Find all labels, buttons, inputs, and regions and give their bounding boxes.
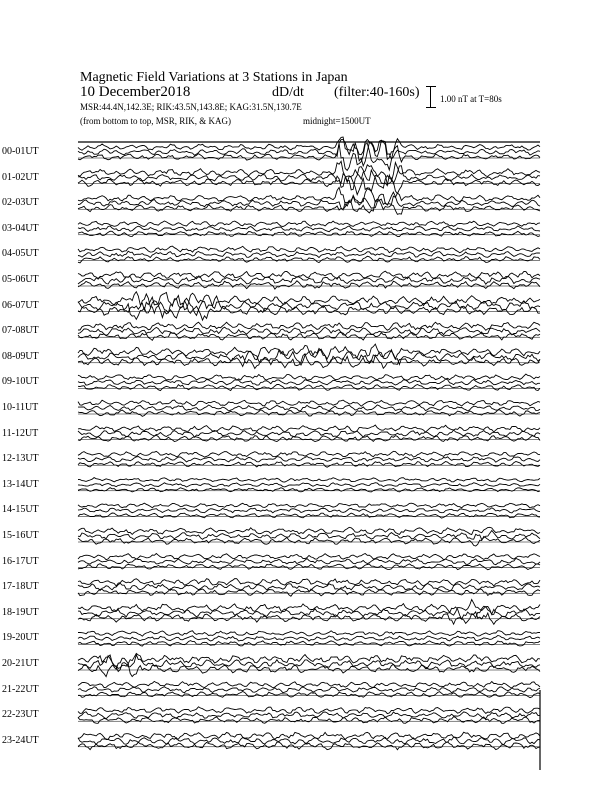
trace-rik xyxy=(78,483,540,487)
row-label: 14-15UT xyxy=(2,504,39,516)
trace-kag xyxy=(78,187,540,206)
trace-rik xyxy=(78,655,540,672)
trace-rik xyxy=(78,166,540,190)
trace-kag xyxy=(78,400,540,406)
trace-msr xyxy=(78,536,540,546)
trace-kag xyxy=(78,478,540,482)
trace-kag xyxy=(78,631,540,637)
trace-msr xyxy=(78,199,540,214)
filter-label: (filter:40-160s) xyxy=(334,85,420,100)
scale-label: 1.00 nT at T=80s xyxy=(440,94,502,104)
trace-kag xyxy=(78,503,540,508)
trace-msr xyxy=(78,564,540,570)
trace-rik xyxy=(78,508,540,513)
trace-kag xyxy=(78,600,540,616)
row-label: 07-08UT xyxy=(2,325,39,337)
chart-title: Magnetic Field Variations at 3 Stations in Japan xyxy=(80,70,348,85)
row-label: 05-06UT xyxy=(2,274,39,285)
trace-rik xyxy=(78,140,540,166)
trace-rik xyxy=(78,687,540,693)
trace-kag xyxy=(78,681,540,688)
trace-kag xyxy=(78,554,540,560)
row-label: 16-17UT xyxy=(2,555,39,567)
trace-kag xyxy=(78,451,540,457)
trace-rik xyxy=(78,583,540,591)
trace-kag xyxy=(78,732,540,739)
trace-kag xyxy=(78,425,540,432)
trace-msr xyxy=(78,256,540,263)
stations-coords: MSR:44.4N,142.3E; RIK:43.5N,143.8E; KAG:31.5N,130.7E xyxy=(80,102,302,112)
row-label: 13-14UT xyxy=(2,478,39,490)
trace-kag xyxy=(78,221,540,227)
trace-rik xyxy=(78,251,540,257)
row-label: 17-18UT xyxy=(2,581,39,593)
trace-msr xyxy=(78,281,540,289)
row-label: 22-23UT xyxy=(2,709,39,721)
row-label: 11-12UT xyxy=(2,427,39,439)
trace-msr xyxy=(78,488,540,492)
row-label: 12-13UT xyxy=(2,453,39,465)
date-label: 10 December2018 xyxy=(80,84,191,100)
row-label: 08-09UT xyxy=(2,350,39,362)
trace-rik xyxy=(78,405,540,411)
trace-msr xyxy=(78,717,540,724)
row-label: 03-04UT xyxy=(2,222,39,234)
row-label: 06-07UT xyxy=(2,299,39,311)
trace-msr xyxy=(78,742,540,750)
trace-msr xyxy=(78,692,540,698)
quantity-label: dD/dt xyxy=(272,85,304,100)
trace-kag xyxy=(78,374,540,380)
row-label: 00-01UT xyxy=(2,146,39,157)
trace-kag xyxy=(78,137,540,159)
row-label: 19-20UT xyxy=(2,632,39,644)
row-label: 20-21UT xyxy=(2,658,39,669)
row-label: 18-19UT xyxy=(2,606,39,618)
row-label: 09-10UT xyxy=(2,376,39,388)
trace-rik xyxy=(78,558,540,564)
trace-msr xyxy=(78,435,540,441)
trace-rik xyxy=(78,457,540,463)
trace-rik xyxy=(78,226,540,232)
trace-kag xyxy=(78,322,540,330)
row-label: 10-11UT xyxy=(2,402,39,413)
trace-msr xyxy=(78,589,540,596)
trace-rik xyxy=(78,430,540,437)
trace-kag xyxy=(78,527,540,534)
trace-kag xyxy=(78,246,540,253)
midnight-note: midnight=1500UT xyxy=(303,116,371,126)
trace-msr xyxy=(78,410,540,417)
row-label: 15-16UT xyxy=(2,530,39,541)
row-label: 01-02UT xyxy=(2,171,39,183)
trace-msr xyxy=(78,231,540,236)
trace-msr xyxy=(78,384,540,390)
row-label: 04-05UT xyxy=(2,248,39,260)
trace-msr xyxy=(78,461,540,467)
row-label: 23-24UT xyxy=(2,734,39,746)
trace-msr xyxy=(78,354,540,369)
row-label: 02-03UT xyxy=(2,197,39,209)
trace-msr xyxy=(78,513,540,518)
row-label: 21-22UT xyxy=(2,683,39,695)
trace-kag xyxy=(78,707,540,714)
trace-order-note: (from bottom to top, MSR, RIK, & KAG) xyxy=(80,116,232,126)
